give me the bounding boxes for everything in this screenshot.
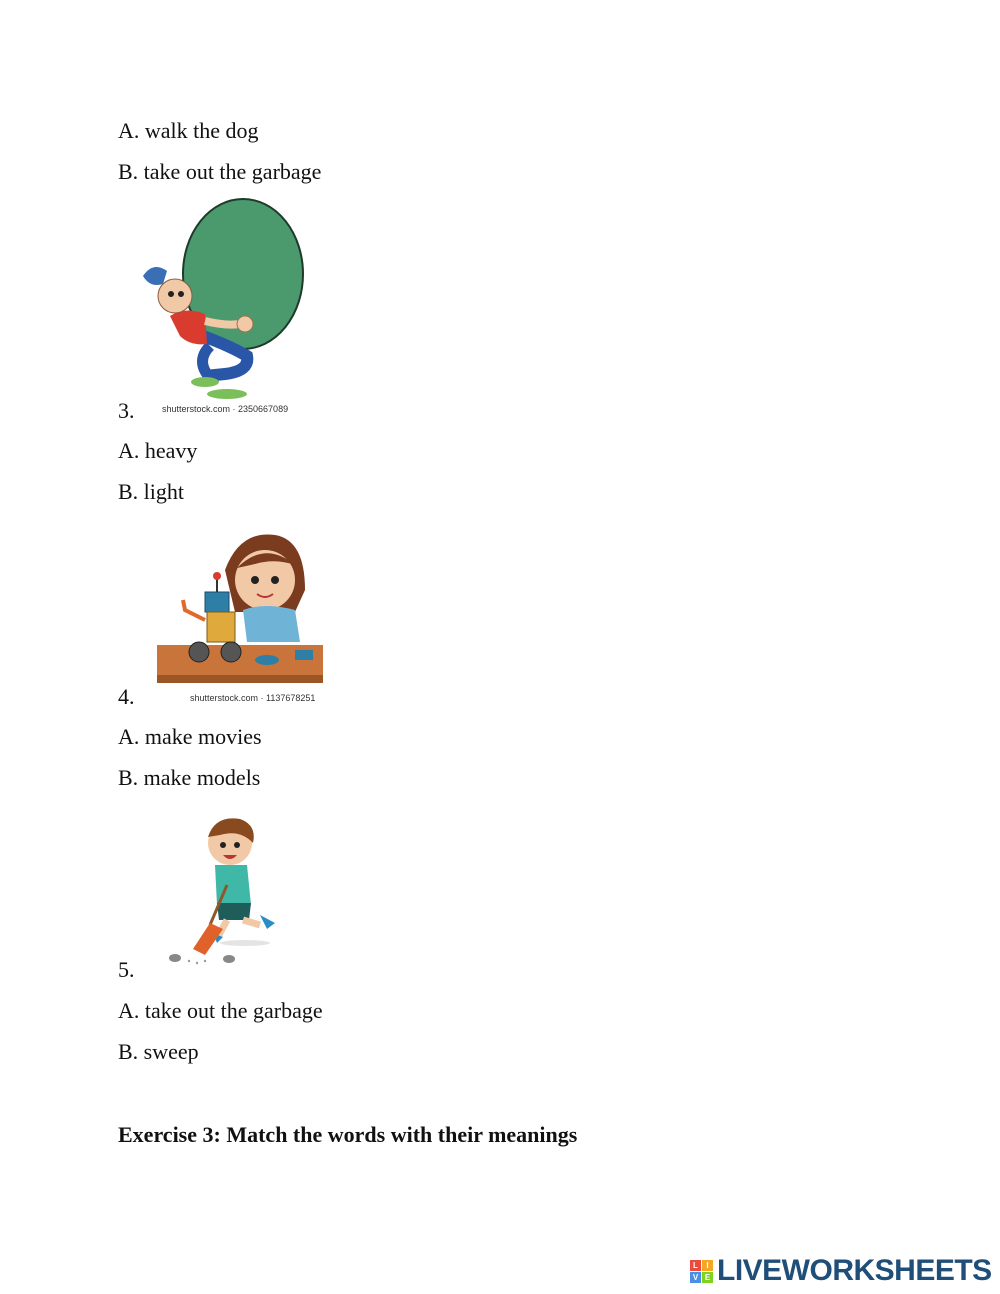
man-carrying-egg-icon: [135, 196, 310, 406]
q4-option-b[interactable]: B. make models: [118, 765, 261, 790]
q4-number: 4.: [118, 684, 135, 709]
logo-letter-i: I: [702, 1260, 713, 1271]
q3-number: 3.: [118, 398, 135, 423]
girl-building-robot-icon: [155, 530, 325, 688]
q2-option-a[interactable]: A. walk the dog: [118, 118, 259, 143]
q2-option-b[interactable]: B. take out the garbage: [118, 159, 322, 184]
logo-letter-l: L: [690, 1260, 701, 1271]
boy-sweeping-icon: [165, 815, 280, 967]
logo-letter-v: V: [690, 1272, 701, 1283]
logo-letter-e: E: [702, 1272, 713, 1283]
q3-option-a[interactable]: A. heavy: [118, 438, 198, 463]
q5-option-a[interactable]: A. take out the garbage: [118, 998, 323, 1023]
q3-image-credit: shutterstock.com · 2350667089: [162, 404, 289, 414]
q3-option-b[interactable]: B. light: [118, 479, 185, 504]
liveworksheets-brand-text: LIVEWORKSHEETS: [717, 1254, 992, 1287]
liveworksheets-logo-icon: [690, 1260, 713, 1283]
q4-option-a[interactable]: A. make movies: [118, 724, 262, 749]
q5-option-b[interactable]: B. sweep: [118, 1039, 199, 1064]
liveworksheets-logo: [690, 1254, 992, 1288]
q4-image-credit: shutterstock.com · 1137678251: [190, 693, 316, 703]
exercise-3-title: Exercise 3: Match the words with their meanings: [118, 1122, 578, 1147]
q5-number: 5.: [118, 957, 135, 982]
